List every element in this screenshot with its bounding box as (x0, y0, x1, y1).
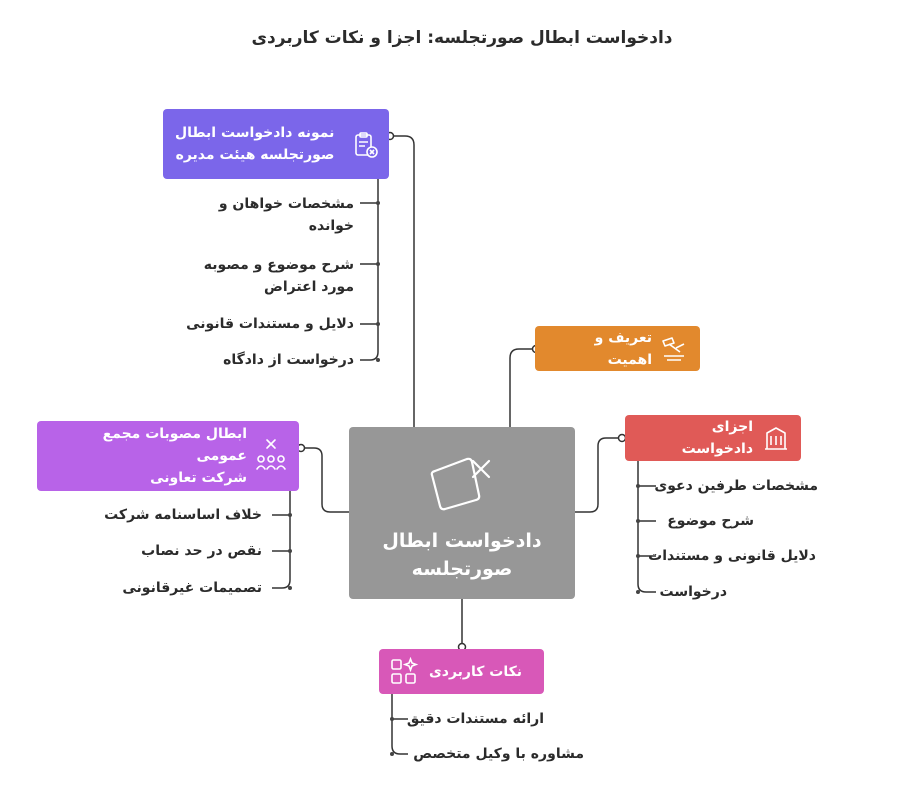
clipboard-x-icon (353, 131, 379, 159)
leaf-sample-2-line-2: مورد اعتراض (264, 279, 354, 295)
node-tips-label: نکات کاربردی (428, 663, 522, 680)
page-title: دادخواست ابطال صورتجلسه: اجزا و نکات کاربردی (251, 28, 673, 48)
hammer-icon (660, 336, 688, 362)
connector-cancellation (299, 448, 349, 512)
node-definition-label: تعریف و اهمیت (594, 329, 652, 368)
center-label-2: صورتجلسه (411, 558, 513, 580)
node-sample-label-2: صورتجلسه هیئت مدیره (175, 147, 335, 163)
leaf-sample-1-line-2: خوانده (308, 218, 354, 234)
x-people-icon (255, 437, 289, 473)
leaf-cancellation-3: تصمیمات غیرقانونی (122, 580, 262, 596)
building-icon (763, 425, 789, 451)
node-cancellation-label-1: ابطال مصوبات مجمع عمومی (102, 426, 247, 464)
leaf-tips-1: ارائه مستندات دقیق (406, 711, 544, 727)
leaf-components-1: مشخصات طرفین دعوی (654, 478, 818, 494)
center-node[interactable] (349, 427, 575, 599)
connector-components (575, 438, 624, 512)
leaf-cancellation-2: نقص در حد نصاب (141, 543, 262, 559)
node-practical-tips[interactable] (379, 649, 544, 694)
connector-definition (510, 349, 534, 427)
leaf-sample-3: دلایل و مستندات قانونی (186, 316, 354, 332)
leaf-sample-2-line-1: شرح موضوع و مصوبه (203, 257, 354, 273)
square-x-icon (429, 451, 495, 517)
leaf-components-3: دلایل قانونی و مستندات (648, 548, 816, 564)
connector-sample (392, 136, 414, 427)
grid-sparkle-icon (389, 657, 419, 687)
leaf-sample-1 (219, 193, 354, 237)
leaf-cancellation-1: خلاف اساسنامه شرکت (104, 507, 262, 523)
leaf-components-2: شرح موضوع (667, 513, 754, 529)
leaf-components-4: درخواست (659, 584, 727, 600)
node-cancellation-label-2: شرکت تعاونی (150, 470, 247, 486)
node-definition[interactable] (535, 326, 700, 371)
node-components[interactable] (625, 415, 801, 461)
leaf-sample-1-line-1: مشخصات خواهان و (218, 196, 354, 212)
node-assembly-cancellation[interactable] (37, 421, 299, 491)
node-sample-label-1: نمونه دادخواست ابطال (175, 125, 335, 141)
node-sample-petition[interactable] (163, 109, 389, 179)
node-components-label: اجزای دادخواست (681, 419, 753, 457)
leaf-sample-4: درخواست از دادگاه (223, 352, 354, 368)
center-label-1: دادخواست ابطال (382, 530, 542, 552)
leaf-tips-2: مشاوره با وکیل متخصص (413, 746, 584, 762)
leaf-sample-2 (204, 254, 354, 298)
